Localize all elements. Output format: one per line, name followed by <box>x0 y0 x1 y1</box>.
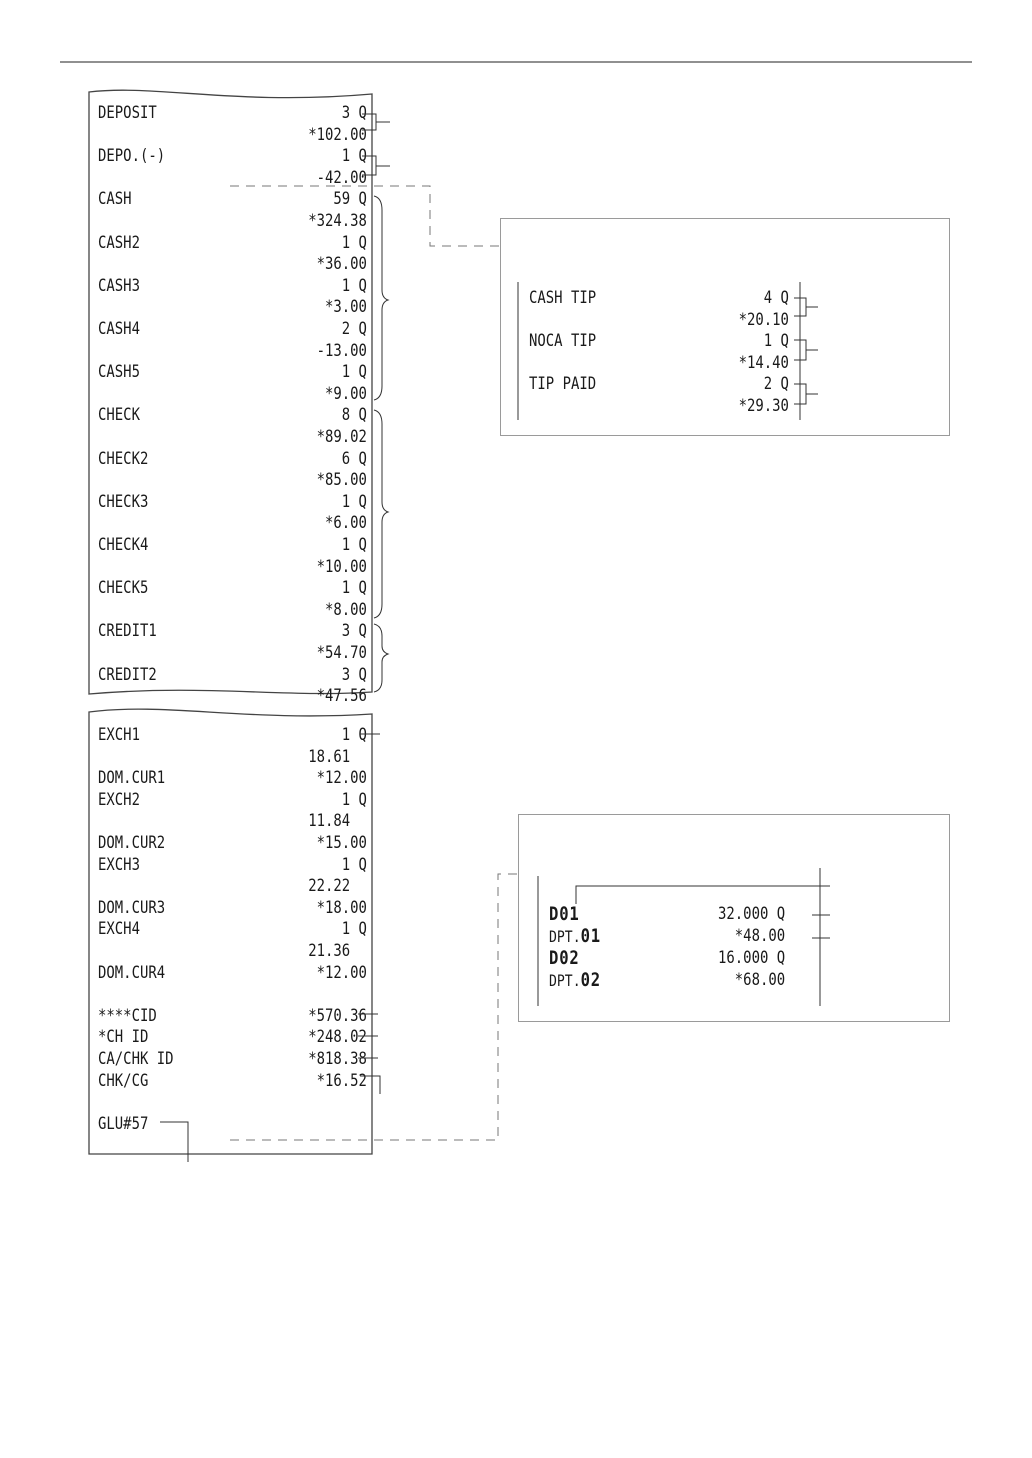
department-line <box>549 903 785 925</box>
department-line <box>549 969 785 991</box>
line-value: *3.00 <box>324 297 367 318</box>
line-value: *324.38 <box>308 211 367 231</box>
department-value: 32.000 Q <box>718 904 786 924</box>
receipt-line <box>98 145 367 167</box>
line-label: CASH4 <box>98 319 140 339</box>
receipt-line <box>98 102 367 124</box>
department-line <box>549 925 785 947</box>
line-value: *54.70 <box>316 643 367 663</box>
receipt-line <box>98 897 367 919</box>
receipt-line <box>98 188 367 210</box>
receipt-line <box>98 448 367 470</box>
line-value: 3 Q <box>341 103 367 123</box>
receipt-line <box>98 1048 367 1070</box>
line-value: *29.30 <box>738 396 789 416</box>
line-label: CHECK <box>98 405 140 426</box>
line-value: 4 Q <box>763 288 789 308</box>
receipt-line <box>98 832 367 854</box>
tip-lines <box>529 287 846 427</box>
receipt-line <box>98 1005 367 1027</box>
receipt-line <box>98 232 367 254</box>
line-label: CA/CHK ID <box>98 1049 174 1069</box>
department-lines <box>549 903 837 1003</box>
receipt-line <box>98 940 367 962</box>
receipt-line <box>98 512 367 534</box>
line-value: *16.52 <box>316 1070 367 1091</box>
line-value: *20.10 <box>738 309 789 330</box>
receipt-line <box>98 296 367 318</box>
line-value: *85.00 <box>316 470 367 491</box>
department-label-code: 01 <box>580 925 602 947</box>
line-label: CHK/CG <box>98 1070 149 1091</box>
receipt-line <box>98 789 367 811</box>
receipt-line <box>98 340 367 362</box>
line-label: CASH5 <box>98 362 140 383</box>
receipt-top-lines <box>98 102 426 707</box>
department-label-code: D02 <box>549 947 580 969</box>
receipt-line <box>98 1026 367 1048</box>
receipt-line <box>98 556 367 578</box>
receipt-line <box>98 491 367 513</box>
line-label: CASH2 <box>98 232 140 253</box>
top-rule <box>0 0 1032 64</box>
receipt-line <box>98 854 367 876</box>
receipt-line <box>98 642 367 664</box>
line-value: 3 Q <box>341 621 367 642</box>
line-value: 21.36 <box>308 941 367 961</box>
line-value: 18.61 <box>308 746 367 767</box>
line-value: 1 Q <box>341 491 367 512</box>
line-value: *14.40 <box>738 352 789 373</box>
department-value: *68.00 <box>734 970 786 990</box>
line-value: *18.00 <box>316 897 367 918</box>
line-label: DOM.CUR2 <box>98 833 166 853</box>
line-value: 22.22 <box>308 876 367 897</box>
receipt-line <box>98 875 367 897</box>
line-value: 8 Q <box>341 405 367 426</box>
line-label: CASH <box>98 189 132 210</box>
line-value: 11.84 <box>308 811 367 832</box>
line-value: *36.00 <box>316 254 367 275</box>
line-value: 2 Q <box>763 374 789 395</box>
receipt-line <box>98 404 367 426</box>
line-value: 1 Q <box>341 275 367 296</box>
line-label: *CH ID <box>98 1027 149 1048</box>
line-value: 2 Q <box>341 319 367 339</box>
department-value: *48.00 <box>734 926 786 946</box>
receipt-line <box>529 352 789 374</box>
line-label: NOCA TIP <box>529 331 597 352</box>
receipt-line <box>529 395 789 417</box>
receipt-line <box>98 210 367 232</box>
receipt-line <box>98 918 367 940</box>
department-value: 16.000 Q <box>718 948 786 968</box>
receipt-line <box>98 1113 367 1135</box>
line-value: *9.00 <box>324 383 367 404</box>
department-detail-box <box>518 814 950 1022</box>
line-label: CHECK2 <box>98 448 149 469</box>
receipt-line <box>98 361 367 383</box>
line-value: *248.02 <box>308 1027 367 1048</box>
receipt-line <box>98 983 367 1005</box>
line-value: 1 Q <box>341 535 367 555</box>
line-value: *12.00 <box>316 962 367 983</box>
line-value: 3 Q <box>341 664 367 685</box>
department-label-code: D01 <box>549 903 580 925</box>
receipt-line <box>98 124 367 146</box>
line-label: CASH3 <box>98 275 140 296</box>
line-value: *10.00 <box>316 556 367 577</box>
receipt-line <box>98 664 367 686</box>
tip-detail-box <box>500 218 950 436</box>
receipt-line <box>98 469 367 491</box>
line-label: EXCH3 <box>98 854 140 875</box>
line-value: 1 Q <box>341 362 367 383</box>
receipt-line <box>98 577 367 599</box>
line-label: DEPOSIT <box>98 103 157 123</box>
department-line <box>549 947 785 969</box>
line-value: 1 Q <box>763 331 789 352</box>
line-value: *818.38 <box>308 1049 367 1069</box>
receipt-top <box>86 84 376 707</box>
line-value: 1 Q <box>341 232 367 253</box>
line-value: 1 Q <box>341 725 367 745</box>
receipt-line <box>98 724 367 746</box>
receipt-line <box>98 534 367 556</box>
line-value: 1 Q <box>341 919 367 940</box>
line-label: EXCH1 <box>98 725 140 745</box>
receipt-line <box>98 599 367 621</box>
receipt-line <box>98 1091 367 1113</box>
receipt-line <box>98 620 367 642</box>
line-label: DEPO.(-) <box>98 146 166 167</box>
receipt-line <box>529 309 789 331</box>
receipt-line <box>98 810 367 832</box>
receipt-line <box>98 426 367 448</box>
line-label: ****CID <box>98 1005 157 1026</box>
department-label <box>549 947 580 970</box>
line-value: 59 Q <box>333 189 367 210</box>
line-value: 1 Q <box>341 146 367 167</box>
receipt-line <box>98 318 367 340</box>
line-value: -42.00 <box>316 167 367 188</box>
line-value: 1 Q <box>341 854 367 875</box>
department-label <box>549 903 580 926</box>
department-label-prefix: DPT. <box>549 927 581 946</box>
line-label: CHECK3 <box>98 491 149 512</box>
receipt-line <box>98 962 367 984</box>
receipt-line <box>98 167 367 189</box>
line-value: *47.56 <box>316 686 367 707</box>
department-label <box>549 969 601 992</box>
line-value: *15.00 <box>316 833 367 853</box>
line-value: 1 Q <box>341 578 367 599</box>
line-label: EXCH4 <box>98 919 140 940</box>
line-label: TIP PAID <box>529 374 597 395</box>
line-label: CHECK5 <box>98 578 149 599</box>
line-label: CHECK4 <box>98 535 149 555</box>
receipt-line <box>529 330 789 352</box>
department-label-code: 02 <box>580 969 602 991</box>
line-label: DOM.CUR4 <box>98 962 166 983</box>
line-label: DOM.CUR3 <box>98 897 166 918</box>
line-value: *89.02 <box>316 427 367 447</box>
receipt-bottom <box>86 702 376 1158</box>
receipt-line <box>529 373 789 395</box>
receipt-line <box>98 253 367 275</box>
line-value: 6 Q <box>341 448 367 469</box>
line-value: *570.36 <box>308 1005 367 1026</box>
receipt-line <box>98 275 367 297</box>
receipt-line <box>98 383 367 405</box>
line-value: -13.00 <box>316 340 367 361</box>
line-value: *6.00 <box>324 513 367 534</box>
receipt-line <box>98 746 367 768</box>
line-value: *102.00 <box>308 124 367 145</box>
line-label: CREDIT2 <box>98 664 157 685</box>
receipt-line <box>98 767 367 789</box>
receipt-line <box>98 1070 367 1092</box>
line-label: CREDIT1 <box>98 621 157 642</box>
line-value: *8.00 <box>324 599 367 620</box>
line-value: *12.00 <box>316 768 367 789</box>
line-label: GLU#57 <box>98 1113 149 1134</box>
line-value: 1 Q <box>341 789 367 810</box>
line-label: DOM.CUR1 <box>98 768 166 789</box>
department-label-prefix: DPT. <box>549 971 581 990</box>
receipt-line <box>529 287 789 309</box>
department-label <box>549 925 601 948</box>
line-label: CASH TIP <box>529 288 597 308</box>
line-label: EXCH2 <box>98 789 140 810</box>
receipt-bottom-lines <box>98 724 426 1154</box>
